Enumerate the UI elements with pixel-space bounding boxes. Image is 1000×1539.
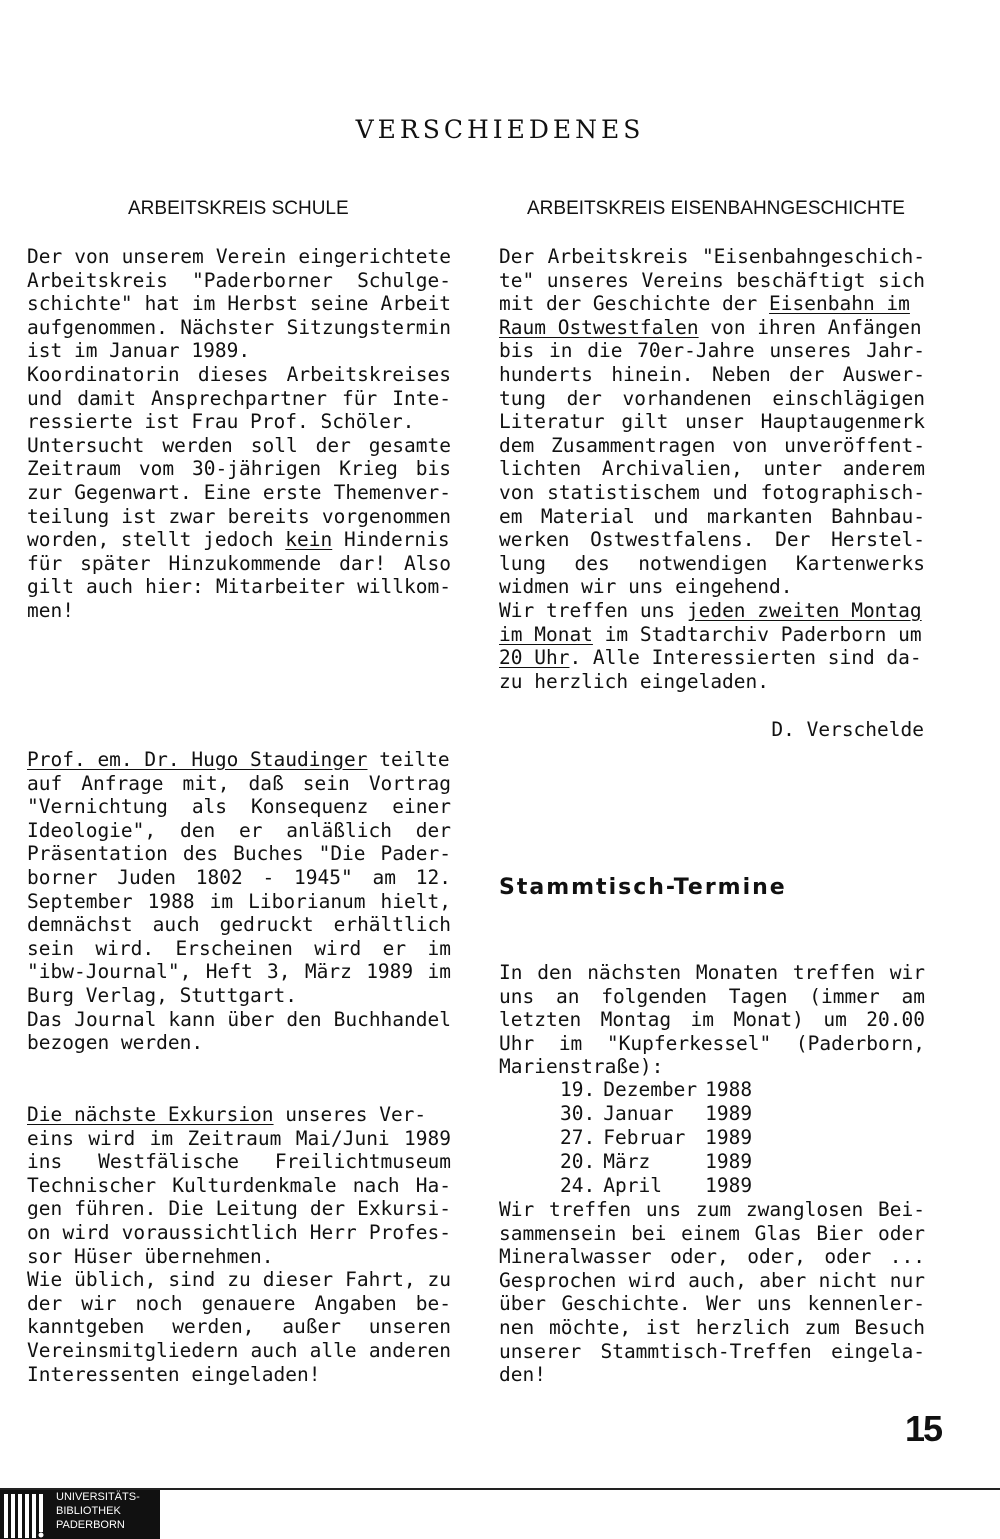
- emphasis-eisenbahn: Eisenbahn im: [769, 292, 910, 316]
- text-line: [499, 599, 925, 623]
- date-month: Dezember: [603, 1078, 698, 1101]
- emphasis-im-monat: im Monat: [499, 622, 593, 646]
- text-segment: von ihren Anfängen: [698, 315, 922, 339]
- text-line: [499, 646, 925, 670]
- text-line: September 1988 im Liborianum hielt,: [27, 889, 451, 913]
- text-line: unserer Stammtisch-Treffen eingela-: [499, 1339, 925, 1363]
- library-name: [56, 1490, 140, 1532]
- eisenbahn-paragraph: [499, 245, 925, 693]
- date-row: [560, 1126, 760, 1150]
- arbeitskreis-eisenbahn-heading: ARBEITSKREIS EISENBAHNGESCHICHTE: [527, 198, 905, 219]
- text-line: dem Zusammentragen von unveröffent-: [499, 433, 925, 457]
- page-number: 15: [905, 1408, 942, 1449]
- date-row: [560, 1150, 760, 1174]
- text-line: bis in die 70er-Jahre unseres Jahr-: [499, 339, 925, 363]
- text-line: lung des notwendigen Kartenwerks: [499, 551, 925, 575]
- text-line: bezogen werden.: [27, 1031, 204, 1055]
- text-line: letzten Montag im Monat) um 20.00: [499, 1008, 925, 1032]
- text-line: nen möchte, ist herzlich zum Besuch: [499, 1315, 925, 1339]
- text-line: der wir noch genauere Angaben be-: [27, 1291, 451, 1315]
- date-month: Januar: [603, 1102, 674, 1125]
- date-month: April: [603, 1174, 662, 1197]
- text-line: borner Juden 1802 - 1945" am 12.: [27, 865, 451, 889]
- text-line: [27, 1103, 451, 1127]
- text-line: Marienstraße):: [499, 1055, 664, 1079]
- text-line: von statistischem und fotographisch-: [499, 480, 925, 504]
- text-line: über Geschichte. Wer uns kennenler-: [499, 1292, 925, 1316]
- text-line: Wir treffen uns zum zwanglosen Bei-: [499, 1198, 925, 1221]
- text-line: ist im Januar 1989.: [27, 339, 251, 363]
- text-line: auf Anfrage mit, daß sein Vortrag: [27, 771, 451, 795]
- text-line: Burg Verlag, Stuttgart.: [27, 983, 298, 1007]
- text-line: Untersucht werden soll der gesamte: [27, 433, 451, 457]
- library-name-line: BIBLIOTHEK: [56, 1505, 121, 1517]
- library-logo: [0, 1490, 160, 1539]
- library-name-line: UNIVERSITÄTS-: [56, 1491, 140, 1503]
- text-line: hunderts hinein. Neben der Auswer-: [499, 362, 925, 386]
- emphasis-ostwestfalen: Raum Ostwestfalen: [499, 315, 699, 339]
- emphasis-jeden-zweiten-montag: jeden zweiten Montag: [686, 598, 922, 622]
- emphasis-kein: kein: [285, 528, 333, 552]
- arbeitskreis-schule-heading: ARBEITSKREIS SCHULE: [128, 198, 349, 219]
- stammtisch-closing: [499, 1198, 925, 1387]
- text-line: te" unseres Vereins beschäftigt sich: [499, 268, 925, 292]
- text-segment: unseres Ver-: [273, 1103, 427, 1126]
- text-line: gen führen. Die Leitung der Exkursi-: [27, 1197, 451, 1221]
- date-month: März: [603, 1150, 651, 1173]
- text-line: [27, 748, 451, 772]
- exkursion-paragraph: [27, 1103, 451, 1386]
- text-segment: im Stadtarchiv Paderborn um: [592, 622, 922, 646]
- text-line: werken Ostwestfalens. Der Herstel-: [499, 528, 925, 552]
- text-line: für später Hinzukommende dar! Also: [27, 551, 451, 575]
- schule-paragraph: [27, 245, 451, 623]
- date-month: Februar: [603, 1126, 686, 1149]
- text-segment: mit der Geschichte der: [499, 292, 770, 316]
- text-line: sein wird. Erscheinen wird er im: [27, 936, 451, 960]
- text-line: Der Arbeitskreis "Eisenbahngeschich-: [499, 245, 925, 268]
- library-bars-icon: [4, 1494, 52, 1538]
- text-line: sammensein bei einem Glas Bier oder: [499, 1221, 925, 1245]
- date-row: [560, 1078, 760, 1102]
- text-line: Interessenten eingeladen!: [27, 1362, 321, 1386]
- text-segment: teilte: [367, 748, 450, 771]
- text-line: on wird voraussichtlich Herr Profes-: [27, 1220, 451, 1244]
- text-line: In den nächsten Monaten treffen wir: [499, 961, 925, 984]
- date-day: 24.: [560, 1174, 596, 1197]
- text-line: men!: [27, 598, 74, 622]
- text-line: zur Gegenwart. Eine erste Themenver-: [27, 480, 451, 504]
- text-segment: Hindernis: [332, 528, 450, 552]
- text-line: Wie üblich, sind zu dieser Fahrt, zu: [27, 1268, 451, 1292]
- text-line: demnächst auch gedruckt erhältlich: [27, 913, 451, 937]
- text-line: aufgenommen. Nächster Sitzungstermin: [27, 315, 451, 339]
- text-line: und damit Ansprechpartner für Inte-: [27, 386, 451, 410]
- text-line: "Vernichtung als Konsequenz einer: [27, 795, 451, 819]
- emphasis-20-uhr: 20 Uhr: [499, 646, 570, 670]
- text-segment: . Alle Interessierten sind da-: [569, 646, 922, 670]
- text-line: em Material und markanten Bahnbau-: [499, 504, 925, 528]
- date-year: 1989: [705, 1126, 753, 1149]
- text-line: den!: [499, 1363, 546, 1387]
- staudinger-paragraph: [27, 748, 451, 1055]
- date-year: 1989: [705, 1150, 753, 1173]
- date-day: 19.: [560, 1078, 596, 1101]
- text-line: [499, 316, 925, 340]
- text-line: [499, 292, 925, 316]
- text-line: Ideologie", den er anläßlich der: [27, 818, 451, 842]
- text-line: "ibw-Journal", Heft 3, März 1989 im: [27, 960, 451, 984]
- date-row: [560, 1102, 760, 1126]
- date-row: [560, 1174, 760, 1198]
- text-line: kanntgeben werden, außer unseren: [27, 1315, 451, 1339]
- text-line: tung der vorhandenen einschlägigen: [499, 386, 925, 410]
- library-name-line: PADERBORN: [56, 1519, 125, 1531]
- date-day: 20.: [560, 1150, 596, 1173]
- text-line: Uhr im "Kupferkessel" (Paderborn,: [499, 1031, 925, 1055]
- text-segment: worden, stellt jedoch: [27, 528, 286, 552]
- text-line: Technischer Kulturdenkmale nach Ha-: [27, 1173, 451, 1197]
- text-line: ressierte ist Frau Prof. Schöler.: [27, 410, 415, 434]
- text-line: Gesprochen wird auch, aber nicht nur: [499, 1268, 925, 1292]
- text-line: sor Hüser übernehmen.: [27, 1244, 274, 1268]
- date-year: 1989: [705, 1102, 753, 1125]
- text-line: schichte" hat im Herbst seine Arbeit: [27, 292, 451, 316]
- text-line: Vereinsmitgliedern auch alle anderen: [27, 1338, 451, 1362]
- author-signature: D. Verschelde: [771, 718, 924, 741]
- text-line: teilung ist zwar bereits vorgenommen: [27, 504, 451, 528]
- text-line: Literatur gilt unser Hauptaugenmerk: [499, 410, 925, 434]
- text-line: Mineralwasser oder, oder, oder ...: [499, 1245, 925, 1269]
- text-line: widmen wir uns eingehend.: [499, 575, 793, 599]
- text-line: [27, 528, 451, 552]
- text-line: Der von unserem Verein eingerichtete: [27, 245, 451, 268]
- emphasis-staudinger: Prof. em. Dr. Hugo Staudinger: [27, 748, 368, 771]
- text-line: eins wird im Zeitraum Mai/Juni 1989: [27, 1126, 451, 1150]
- stammtisch-heading: Stammtisch-Termine: [499, 875, 787, 900]
- text-line: Arbeitskreis "Paderborner Schulge-: [27, 268, 451, 292]
- text-line: Präsentation des Buches "Die Pader-: [27, 842, 451, 866]
- date-day: 27.: [560, 1126, 596, 1149]
- text-line: ins Westfälische Freilichtmuseum: [27, 1150, 451, 1174]
- text-line: Koordinatorin dieses Arbeitskreises: [27, 362, 451, 386]
- date-year: 1989: [705, 1174, 753, 1197]
- stammtisch-intro: [499, 961, 925, 1079]
- text-line: uns an folgenden Tagen (immer am: [499, 984, 925, 1008]
- date-year: 1988: [705, 1078, 753, 1101]
- text-line: Das Journal kann über den Buchhandel: [27, 1007, 451, 1031]
- date-day: 30.: [560, 1102, 596, 1125]
- page-title: VERSCHIEDENES: [355, 115, 645, 144]
- text-line: lichten Archivalien, unter anderem: [499, 457, 925, 481]
- text-line: gilt auch hier: Mitarbeiter willkom-: [27, 575, 451, 599]
- stammtisch-dates: [560, 1078, 760, 1198]
- text-line: Zeitraum vom 30-jährigen Krieg bis: [27, 457, 451, 481]
- text-line: zu herzlich eingeladen.: [499, 669, 770, 693]
- text-segment: Wir treffen uns: [499, 598, 687, 622]
- emphasis-exkursion: Die nächste Exkursion: [27, 1103, 274, 1126]
- text-line: [499, 623, 925, 647]
